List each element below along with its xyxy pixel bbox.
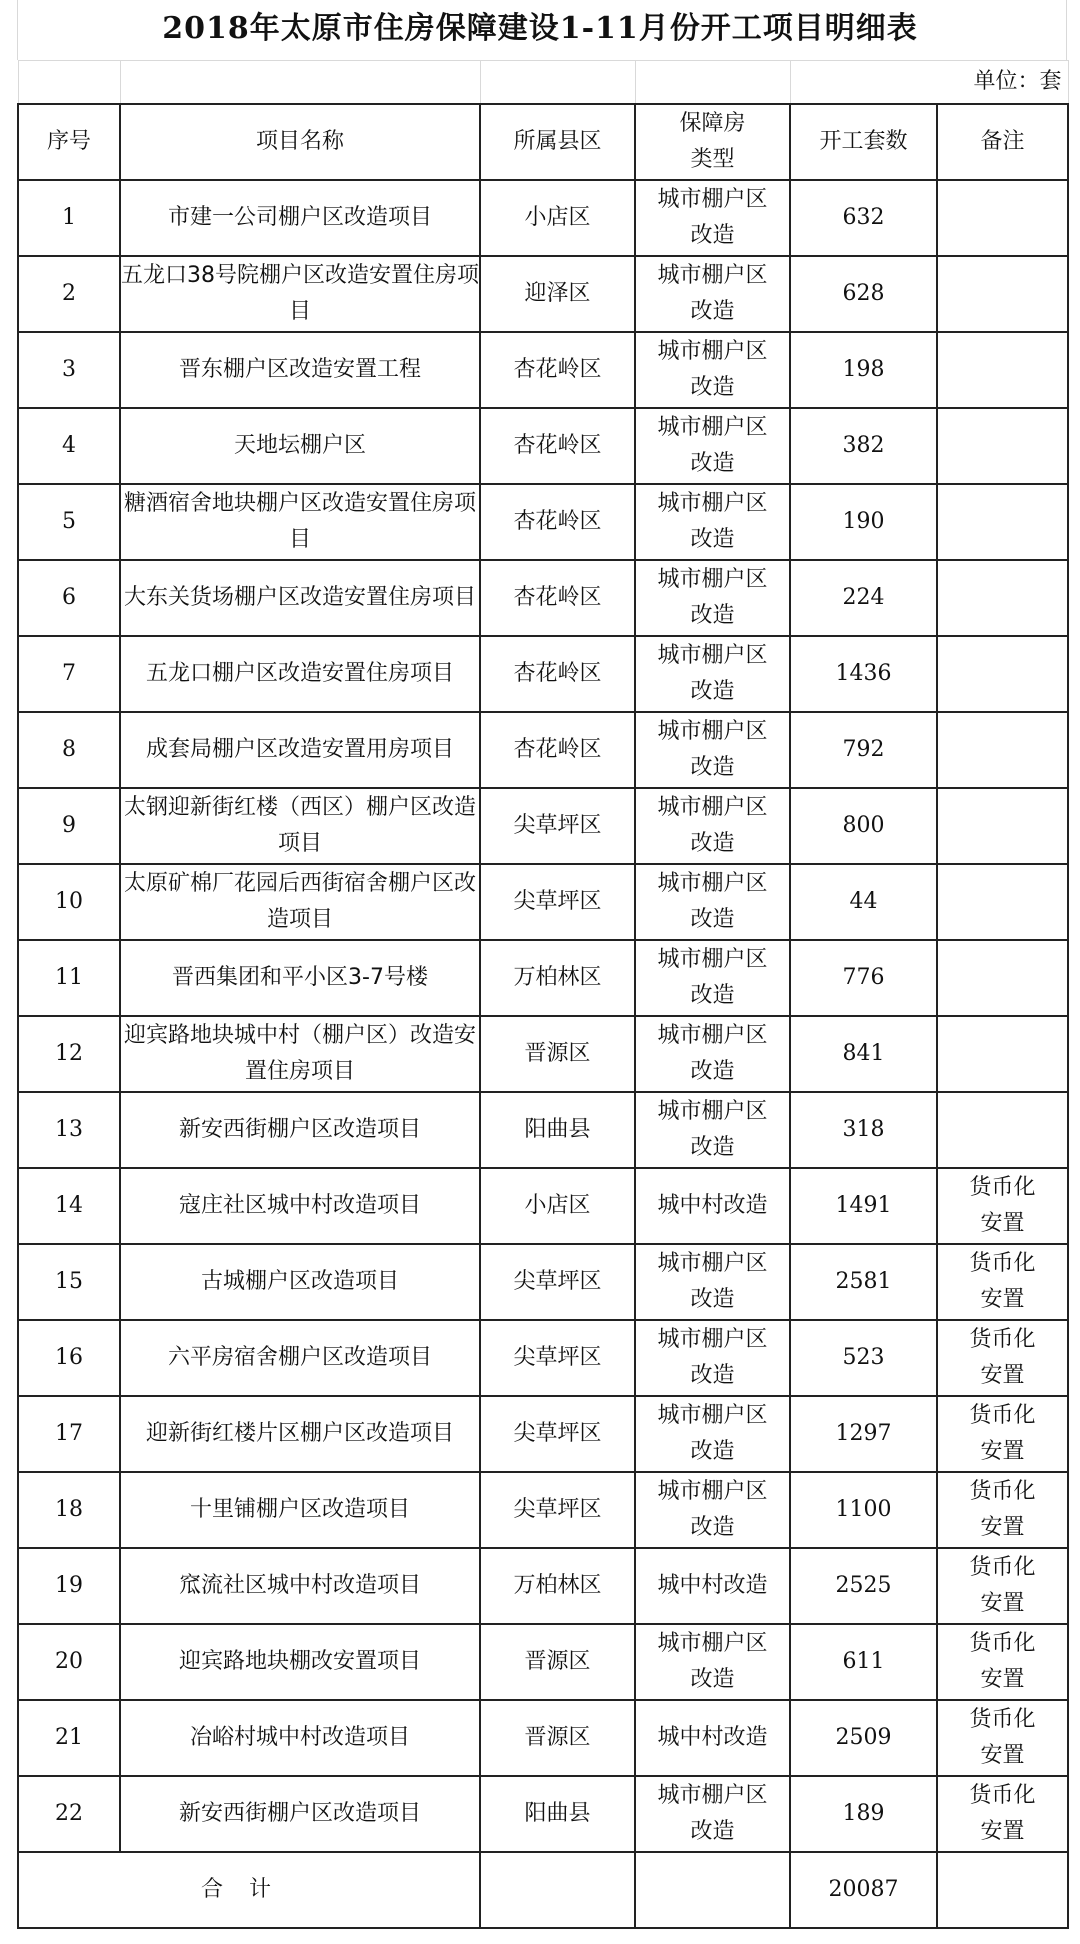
remark-cell [937,408,1068,484]
district-cell: 小店区 [480,1168,635,1244]
district-cell: 杏花岭区 [480,408,635,484]
start-count-cell: 1436 [790,636,937,712]
project-name-cell: 迎新街红楼片区棚户区改造项目 [120,1396,480,1472]
project-name-cell: 十里铺棚户区改造项目 [120,1472,480,1548]
housing-type-cell: 城市棚户区改造 [635,864,790,940]
housing-type-cell: 城市棚户区改造 [635,1472,790,1548]
header-remark: 备注 [937,104,1068,180]
housing-type-cell: 城市棚户区改造 [635,1244,790,1320]
seq-cell: 16 [18,1320,120,1396]
start-count-cell: 611 [790,1624,937,1700]
remark-cell: 货币化安置 [937,1624,1068,1700]
start-count-cell: 632 [790,180,937,256]
table-row [18,1168,1068,1244]
remark-cell: 货币化安置 [937,1168,1068,1244]
remark-cell [937,332,1068,408]
seq-cell: 17 [18,1396,120,1472]
table-row [18,788,1068,864]
header-name: 项目名称 [120,104,480,180]
project-name-cell: 五龙口棚户区改造安置住房项目 [120,636,480,712]
start-count-cell: 44 [790,864,937,940]
unit-row [18,61,1068,105]
housing-type-cell: 城市棚户区改造 [635,788,790,864]
housing-type-cell: 城市棚户区改造 [635,1624,790,1700]
seq-cell: 8 [18,712,120,788]
district-cell: 杏花岭区 [480,332,635,408]
district-cell: 迎泽区 [480,256,635,332]
district-cell: 尖草坪区 [480,1396,635,1472]
project-name-cell: 大东关货场棚户区改造安置住房项目 [120,560,480,636]
project-name-cell: 太原矿棉厂花园后西街宿舍棚户区改造项目 [120,864,480,940]
total-district-cell [480,1852,635,1928]
table-row [18,636,1068,712]
project-name-cell: 古城棚户区改造项目 [120,1244,480,1320]
start-count-cell: 792 [790,712,937,788]
start-count-cell: 1100 [790,1472,937,1548]
remark-cell: 货币化安置 [937,1472,1068,1548]
project-name-cell: 新安西街棚户区改造项目 [120,1092,480,1168]
project-name-cell: 窊流社区城中村改造项目 [120,1548,480,1624]
start-count-cell: 224 [790,560,937,636]
seq-cell: 18 [18,1472,120,1548]
project-name-cell: 天地坛棚户区 [120,408,480,484]
seq-cell: 9 [18,788,120,864]
district-cell: 万柏林区 [480,940,635,1016]
project-table [17,60,1069,1929]
district-cell: 杏花岭区 [480,712,635,788]
table-row [18,1700,1068,1776]
housing-type-cell: 城中村改造 [635,1700,790,1776]
seq-cell: 22 [18,1776,120,1852]
start-count-cell: 190 [790,484,937,560]
seq-cell: 6 [18,560,120,636]
project-name-cell: 新安西街棚户区改造项目 [120,1776,480,1852]
table-row [18,408,1068,484]
district-cell: 尖草坪区 [480,1320,635,1396]
header-seq: 序号 [18,104,120,180]
header-type: 保障房类型 [635,104,790,180]
total-count: 20087 [790,1852,937,1928]
start-count-cell: 523 [790,1320,937,1396]
district-cell: 杏花岭区 [480,636,635,712]
housing-type-cell: 城市棚户区改造 [635,1320,790,1396]
district-cell: 杏花岭区 [480,484,635,560]
header-district: 所属县区 [480,104,635,180]
remark-cell [937,1092,1068,1168]
housing-type-cell: 城市棚户区改造 [635,1016,790,1092]
seq-cell: 12 [18,1016,120,1092]
district-cell: 尖草坪区 [480,864,635,940]
start-count-cell: 318 [790,1092,937,1168]
total-remark-cell [937,1852,1068,1928]
table-row [18,864,1068,940]
start-count-cell: 198 [790,332,937,408]
start-count-cell: 2581 [790,1244,937,1320]
title-area-top-rule [17,0,18,60]
seq-cell: 2 [18,256,120,332]
housing-type-cell: 城市棚户区改造 [635,484,790,560]
start-count-cell: 2509 [790,1700,937,1776]
remark-cell: 货币化安置 [937,1244,1068,1320]
project-name-cell: 迎宾路地块城中村（棚户区）改造安置住房项目 [120,1016,480,1092]
district-cell: 晋源区 [480,1624,635,1700]
table-row [18,484,1068,560]
housing-type-cell: 城市棚户区改造 [635,1776,790,1852]
remark-cell [937,788,1068,864]
remark-cell: 货币化安置 [937,1700,1068,1776]
remark-cell: 货币化安置 [937,1320,1068,1396]
seq-cell: 7 [18,636,120,712]
remark-cell [937,712,1068,788]
project-name-cell: 糖酒宿舍地块棚户区改造安置住房项目 [120,484,480,560]
district-cell: 万柏林区 [480,1548,635,1624]
table-row [18,1548,1068,1624]
title-area-top-rule [1066,0,1067,60]
page-title: 2018年太原市住房保障建设1-11月份开工项目明细表 [162,11,918,46]
seq-cell: 11 [18,940,120,1016]
district-cell: 尖草坪区 [480,1472,635,1548]
header-count: 开工套数 [790,104,937,180]
district-cell: 晋源区 [480,1016,635,1092]
table-row [18,560,1068,636]
project-name-cell: 冶峪村城中村改造项目 [120,1700,480,1776]
district-cell: 尖草坪区 [480,1244,635,1320]
total-type-cell [635,1852,790,1928]
remark-cell [937,256,1068,332]
table-row [18,1320,1068,1396]
table-row [18,1016,1068,1092]
start-count-cell: 628 [790,256,937,332]
project-name-cell: 寇庄社区城中村改造项目 [120,1168,480,1244]
housing-type-cell: 城市棚户区改造 [635,940,790,1016]
housing-type-cell: 城市棚户区改造 [635,332,790,408]
table-row [18,1472,1068,1548]
housing-type-cell: 城市棚户区改造 [635,560,790,636]
remark-cell [937,636,1068,712]
seq-cell: 10 [18,864,120,940]
start-count-cell: 2525 [790,1548,937,1624]
seq-cell: 5 [18,484,120,560]
remark-cell: 货币化安置 [937,1548,1068,1624]
housing-type-cell: 城市棚户区改造 [635,408,790,484]
project-name-cell: 晋东棚户区改造安置工程 [120,332,480,408]
start-count-cell: 382 [790,408,937,484]
housing-type-cell: 城中村改造 [635,1548,790,1624]
remark-cell [937,864,1068,940]
seq-cell: 19 [18,1548,120,1624]
housing-type-cell: 城市棚户区改造 [635,1092,790,1168]
housing-type-cell: 城市棚户区改造 [635,180,790,256]
table-row [18,940,1068,1016]
start-count-cell: 1297 [790,1396,937,1472]
district-cell: 小店区 [480,180,635,256]
seq-cell: 14 [18,1168,120,1244]
district-cell: 阳曲县 [480,1092,635,1168]
housing-type-cell: 城市棚户区改造 [635,712,790,788]
start-count-cell: 189 [790,1776,937,1852]
seq-cell: 1 [18,180,120,256]
header-row [18,104,1068,180]
remark-cell: 货币化安置 [937,1396,1068,1472]
remark-cell [937,940,1068,1016]
remark-cell [937,1016,1068,1092]
remark-cell: 货币化安置 [937,1776,1068,1852]
project-name-cell: 迎宾路地块棚改安置项目 [120,1624,480,1700]
project-name-cell: 市建一公司棚户区改造项目 [120,180,480,256]
project-name-cell: 太钢迎新街红楼（西区）棚户区改造项目 [120,788,480,864]
remark-cell [937,560,1068,636]
seq-cell: 21 [18,1700,120,1776]
project-name-cell: 五龙口38号院棚户区改造安置住房项目 [120,256,480,332]
table-row [18,1776,1068,1852]
table-row [18,712,1068,788]
remark-cell [937,180,1068,256]
housing-type-cell: 城市棚户区改造 [635,256,790,332]
project-name-cell: 六平房宿舍棚户区改造项目 [120,1320,480,1396]
start-count-cell: 841 [790,1016,937,1092]
table-row [18,180,1068,256]
total-label: 合计 [18,1852,480,1928]
table-row [18,256,1068,332]
start-count-cell: 1491 [790,1168,937,1244]
remark-cell [937,484,1068,560]
housing-type-cell: 城中村改造 [635,1168,790,1244]
total-row [18,1852,1068,1928]
seq-cell: 4 [18,408,120,484]
district-cell: 阳曲县 [480,1776,635,1852]
district-cell: 晋源区 [480,1700,635,1776]
seq-cell: 15 [18,1244,120,1320]
unit-label: 单位：套 [790,61,1068,105]
table-row [18,1244,1068,1320]
table-row [18,1092,1068,1168]
housing-type-cell: 城市棚户区改造 [635,636,790,712]
project-name-cell: 晋西集团和平小区3-7号楼 [120,940,480,1016]
table-row [18,1624,1068,1700]
district-cell: 杏花岭区 [480,560,635,636]
start-count-cell: 800 [790,788,937,864]
project-name-cell: 成套局棚户区改造安置用房项目 [120,712,480,788]
seq-cell: 3 [18,332,120,408]
housing-type-cell: 城市棚户区改造 [635,1396,790,1472]
seq-cell: 13 [18,1092,120,1168]
start-count-cell: 776 [790,940,937,1016]
district-cell: 尖草坪区 [480,788,635,864]
table-row [18,332,1068,408]
seq-cell: 20 [18,1624,120,1700]
table-row [18,1396,1068,1472]
